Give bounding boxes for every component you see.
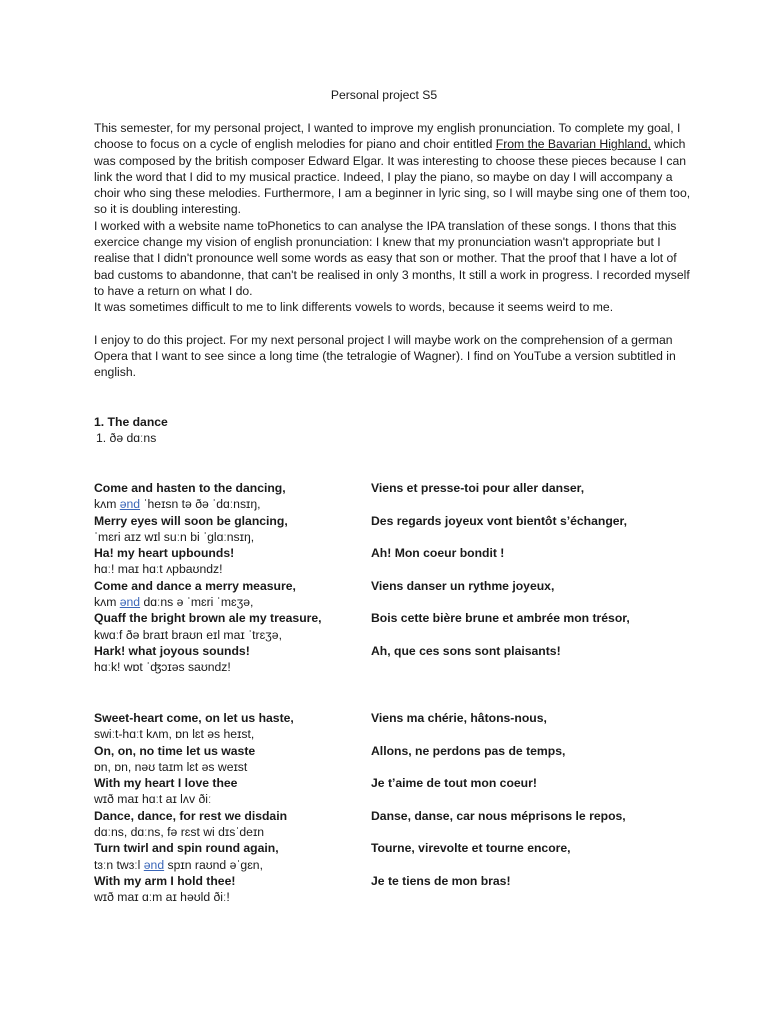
french-translation: Viens danser un rythme joyeux,: [371, 578, 555, 593]
ipa-line: [94, 627, 714, 643]
french-translation: Allons, ne perdons pas de temps,: [371, 743, 566, 758]
section-ipa-heading: 1. ðə dɑːns: [96, 431, 157, 446]
ipa-line: [94, 889, 714, 905]
ipa-text: wɪð maɪ ɑːm aɪ həʊld ðiː!: [94, 890, 230, 905]
ipa-transcription: [94, 627, 282, 643]
french-translation: Danse, danse, car nous méprisons le repos,: [371, 808, 626, 823]
ipa-text: kʌm: [94, 595, 120, 610]
ipa-text: dɑːns ə ˈmɛri ˈmɛʒə,: [140, 595, 254, 610]
english-lyric: Come and dance a merry measure,: [94, 578, 296, 593]
ipa-text: ɒn, ɒn, nəʊ taɪm lɛt əs weɪst: [94, 759, 248, 774]
page-title: Personal project S5: [330, 88, 438, 102]
ipa-text: wɪð maɪ hɑːt aɪ lʌv ðiː: [94, 792, 212, 807]
ipa-link[interactable]: ənd: [143, 857, 165, 872]
intro-p1-end: which was composed by the british composer Edward Elgar. It was interesting to choose these pieces because I can link the word that I did to my musical practice. Indeed, I play the piano, so maybe on day I will accompany a choir who sing these melodies. Furthermore, I am a beginner in lyric sing, so I will maybe sing one of them too, so it is doubling interesting.: [94, 137, 691, 217]
ipa-link[interactable]: ənd: [119, 497, 141, 512]
english-lyric: Merry eyes will soon be glancing,: [94, 513, 288, 528]
intro-p1-start: This semester, for my personal project, I wanted to improve my english pronunciation. To complete my goal, I choose to focus on a cycle of english melodies for piano and choir entitled: [94, 121, 681, 152]
english-lyric: Ha! my heart upbounds!: [94, 546, 235, 561]
lyric-line: [94, 873, 714, 889]
lyric-line: [94, 578, 714, 594]
intro-paragraph-3: It was sometimes difficult to me to link differents vowels to words, because it seems weird to me.: [94, 300, 614, 315]
lyric-line: [94, 480, 714, 496]
ipa-text: hɑːk! wɒt ˈʤɔɪəs saʊndz!: [94, 660, 231, 675]
ipa-transcription: [94, 857, 263, 873]
paragraph-gap: [94, 316, 694, 332]
intro-text: [94, 120, 694, 381]
ipa-text: ˈheɪsn tə ðə ˈdɑːnsɪŋ,: [140, 497, 261, 512]
intro-paragraph-1: [94, 120, 694, 218]
english-lyric: Quaff the bright brown ale my treasure,: [94, 611, 322, 626]
lyric-line: [94, 545, 714, 561]
ipa-text: dɑːns, dɑːns, fə rɛst wi dɪsˈdeɪn: [94, 825, 265, 840]
french-translation: Viens et presse-toi pour aller danser,: [371, 481, 585, 495]
ipa-text: kwɑːf ðə braɪt braʊn eɪl maɪ ˈtrɛʒə,: [94, 627, 282, 642]
french-translation: Bois cette bière brune et ambrée mon trésor,: [371, 611, 630, 626]
section-heading: 1. The dance: [94, 415, 168, 429]
english-lyric: Sweet-heart come, on let us haste,: [94, 711, 294, 725]
ipa-transcription: [94, 561, 222, 577]
ipa-text: ˈmɛri aɪz wɪl suːn bi ˈglɑːnsɪŋ,: [94, 529, 255, 544]
french-translation: Des regards joyeux vont bientôt s’échanger,: [371, 513, 628, 528]
ipa-transcription: [94, 889, 230, 905]
french-translation: Je t’aime de tout mon coeur!: [371, 776, 537, 791]
ipa-transcription: [94, 759, 247, 775]
ipa-line: [94, 824, 714, 840]
ipa-line: [94, 726, 714, 742]
ipa-transcription: [94, 529, 254, 545]
ipa-transcription: [94, 594, 253, 610]
ipa-line: [94, 659, 714, 675]
stanza-2: [94, 710, 714, 906]
french-translation: Viens ma chérie, hâtons-nous,: [371, 711, 547, 725]
ipa-line: [94, 496, 714, 512]
ipa-line: [94, 529, 714, 545]
lyric-line: [94, 775, 714, 791]
ipa-text: spɪn raʊnd əˈgɛn,: [164, 857, 263, 872]
english-lyric: On, on, no time let us waste: [94, 743, 256, 758]
lyric-line: [94, 513, 714, 529]
french-translation: Ah! Mon coeur bondit !: [371, 546, 505, 561]
english-lyric: Come and hasten to the dancing,: [94, 481, 286, 495]
english-lyric: Dance, dance, for rest we disdain: [94, 808, 288, 823]
ipa-transcription: [94, 791, 211, 807]
french-translation: Tourne, virevolte et tourne encore,: [371, 841, 571, 856]
song-section: [94, 414, 168, 447]
ipa-transcription: [94, 496, 261, 512]
ipa-transcription: [94, 726, 254, 742]
ipa-text: hɑː! maɪ hɑːt ʌpbaʊndz!: [94, 562, 223, 577]
ipa-link[interactable]: ənd: [119, 595, 141, 610]
english-lyric: With my heart I love thee: [94, 776, 238, 791]
french-translation: Ah, que ces sons sont plaisants!: [371, 643, 561, 658]
ipa-line: [94, 791, 714, 807]
title-reference-link[interactable]: From the Bavarian Highland,: [495, 137, 651, 152]
ipa-line: [94, 561, 714, 577]
ipa-text: swiːt-hɑːt kʌm, ɒn lɛt əs heɪst,: [94, 727, 255, 742]
ipa-line: [94, 594, 714, 610]
ipa-transcription: [94, 824, 264, 840]
lyric-line: [94, 840, 714, 856]
stanza-1: [94, 480, 714, 676]
ipa-text: tɜːn twɜːl: [94, 857, 144, 872]
lyric-line: [94, 808, 714, 824]
english-lyric: Turn twirl and spin round again,: [94, 841, 279, 856]
english-lyric: Hark! what joyous sounds!: [94, 643, 250, 658]
ipa-line: [94, 759, 714, 775]
lyric-line: [94, 743, 714, 759]
french-translation: Je te tiens de mon bras!: [371, 873, 511, 888]
lyric-line: [94, 610, 714, 626]
ipa-text: kʌm: [94, 497, 120, 512]
english-lyric: With my arm I hold thee!: [94, 873, 236, 888]
lyric-line: [94, 710, 714, 726]
ipa-transcription: [94, 659, 231, 675]
intro-paragraph-2: I worked with a website name toPhonetics to can analyse the IPA translation of these songs. I thons that this exercice change my vision of english pronunciation: I knew that my pronunciation wasn't appropriate but I realise that I didn't pronounce well some words as easy that son or mother. That the proof that I have a lot of bad customs to abandonne, that can't be realised in only 3 months, It still a work in progress. I recorded myself to have a return on what I do.: [94, 218, 690, 298]
lyric-line: [94, 643, 714, 659]
ipa-line: [94, 857, 714, 873]
intro-paragraph-4: I enjoy to do this project. For my next personal project I will maybe work on the comprehension of a german Opera that I want to see since a long time (the tetralogie of Wagner). I find on YouTube a version subtitled in english.: [94, 332, 676, 380]
